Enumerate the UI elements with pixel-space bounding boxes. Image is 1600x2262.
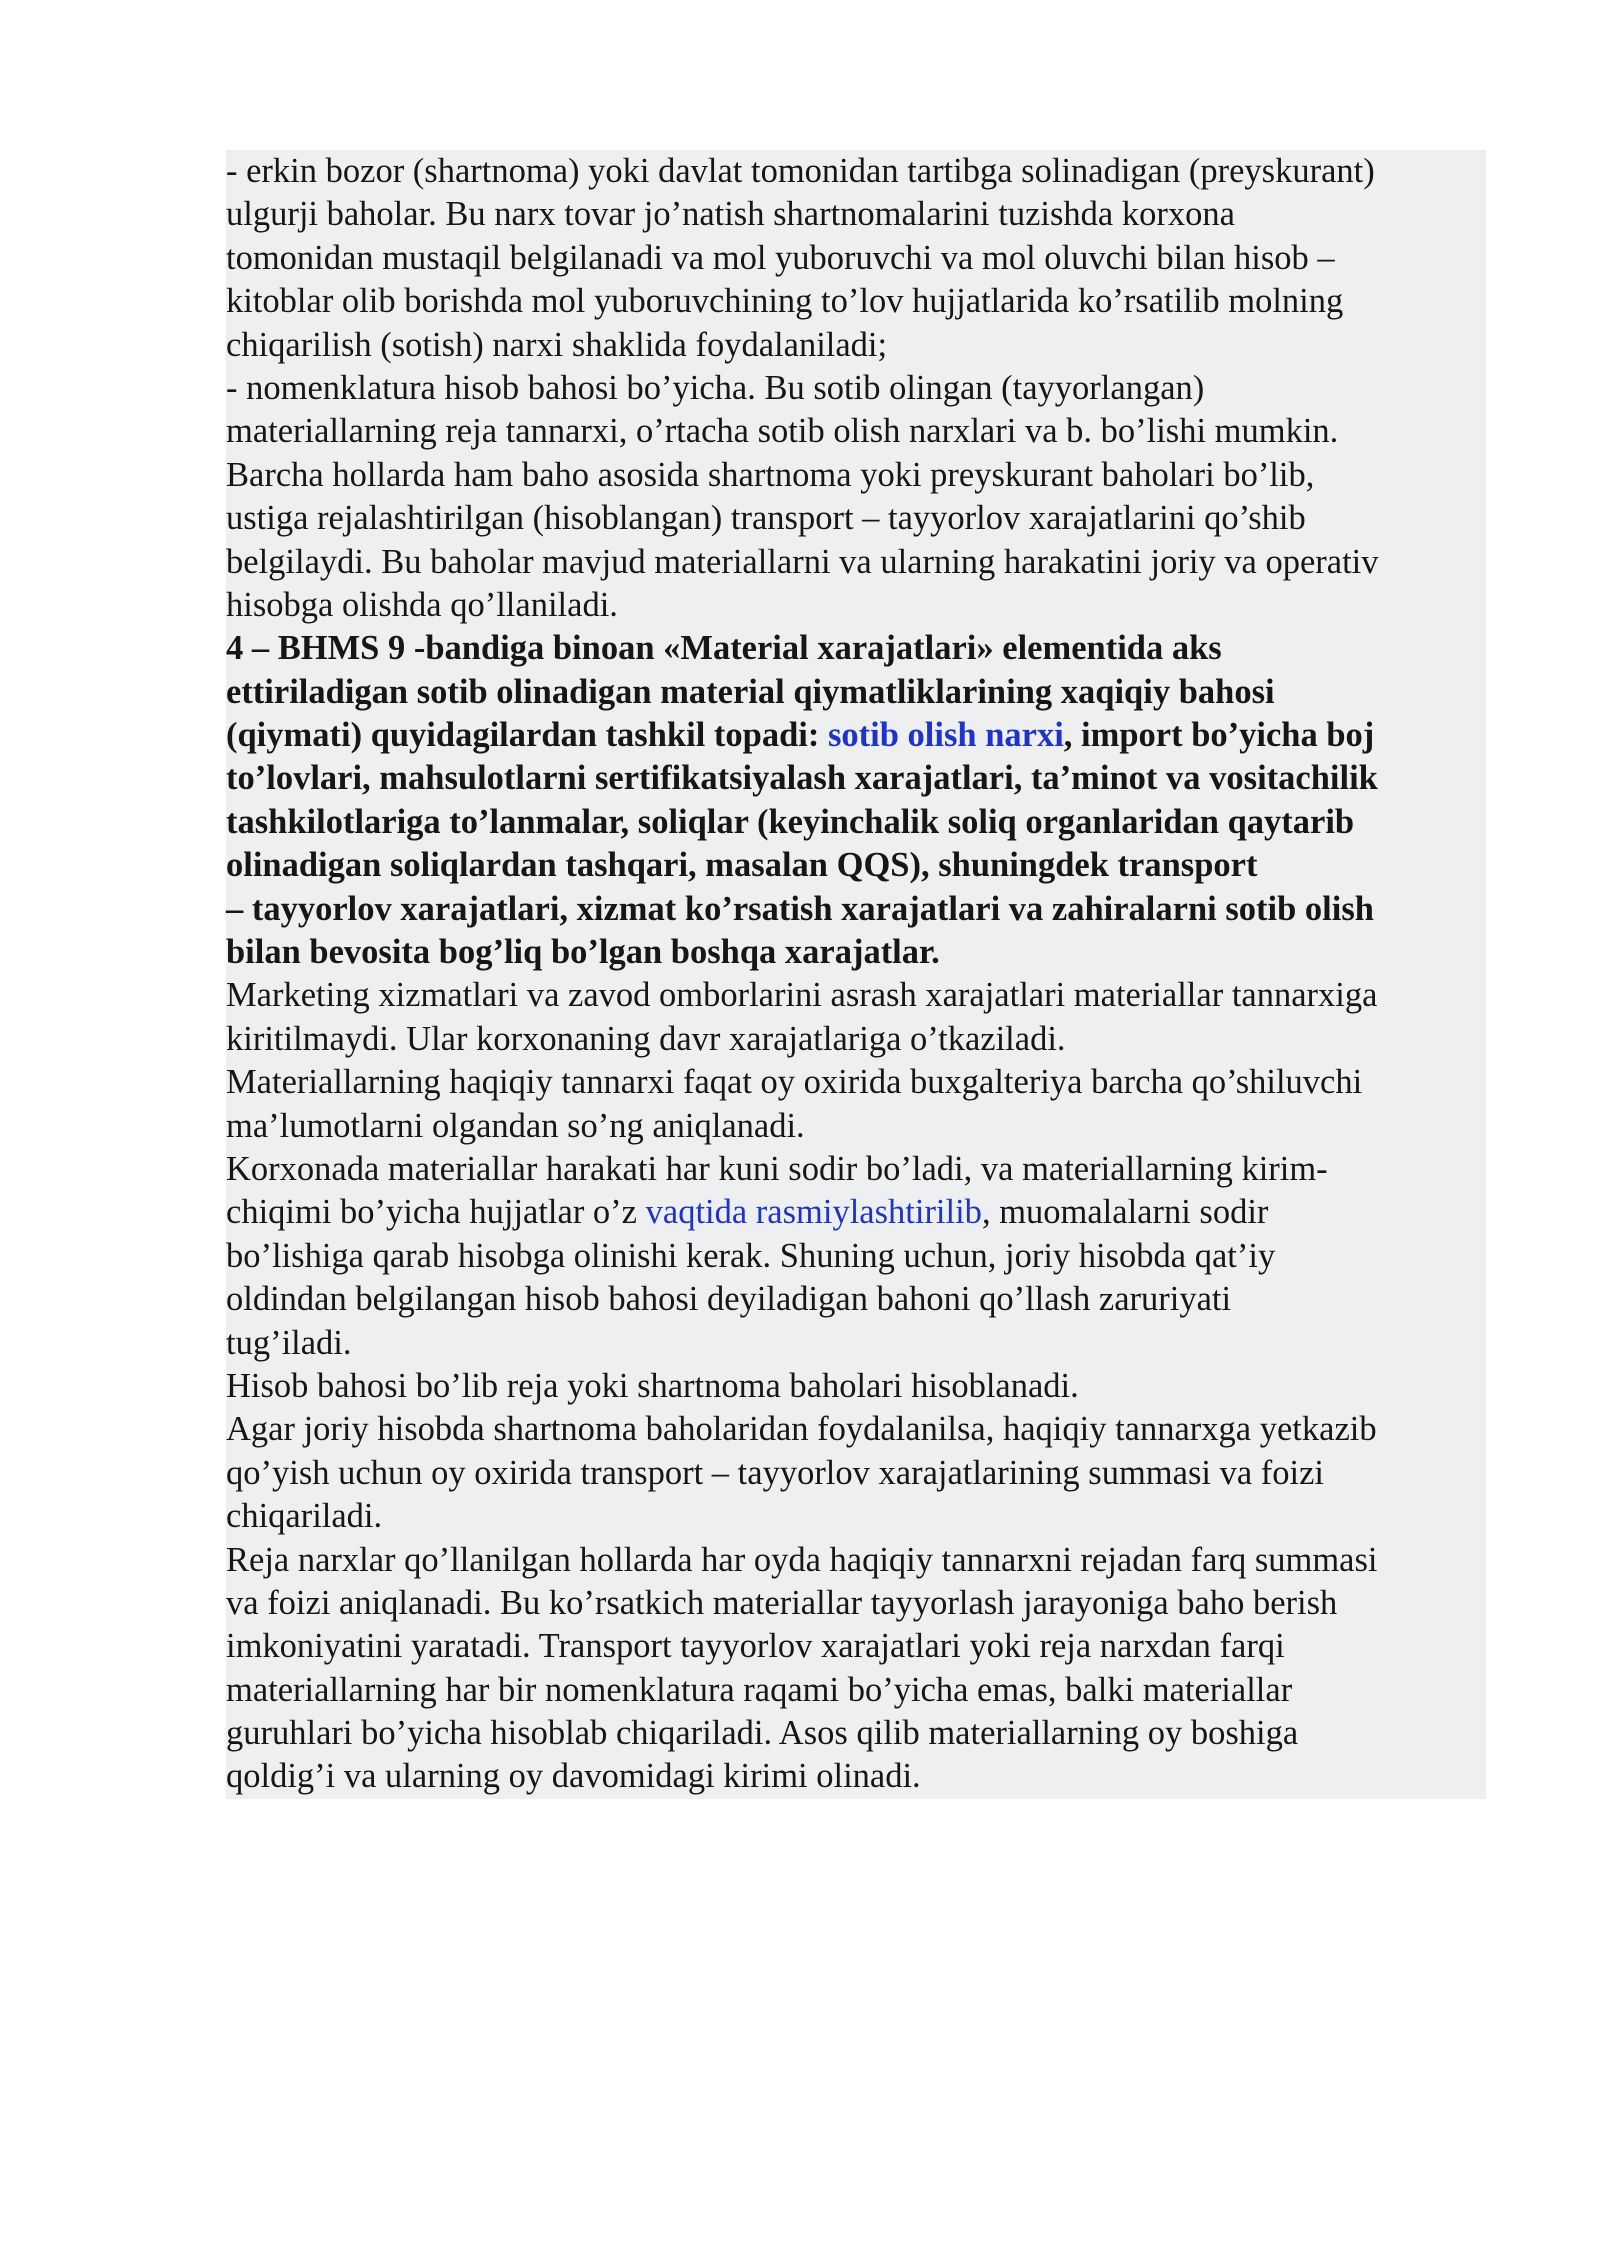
text-run: ustiga rejalashtirilgan (hisoblangan) transport – tayyorlov xarajatlarini qo’shib [226,499,1306,538]
text-line [226,584,1486,627]
hyperlink[interactable]: vaqtida rasmiylashtirilib [645,1193,982,1232]
text-line [226,1235,1486,1278]
paragraph [226,367,1486,627]
text-line [226,801,1486,844]
text-run: Barcha hollarda ham baho asosida shartnoma yoki preyskurant baholari bo’lib, [226,455,1315,494]
paragraph [226,1408,1486,1538]
text-run: belgilaydi. Bu baholar mavjud materiallarni va ularning harakatini joriy va operativ [226,542,1379,581]
text-line [226,541,1486,584]
text-line [226,497,1486,540]
text-run: bo’lishiga qarab hisobga olinishi kerak. Shuning uchun, joriy hisobda qat’iy [226,1236,1276,1275]
text-line [226,1018,1486,1061]
text-line [226,324,1486,367]
text-run: hisobga olishda qo’llaniladi. [226,585,618,624]
text-line [226,1105,1486,1148]
paragraph [226,1148,1486,1365]
text-run: tug’iladi. [226,1323,352,1362]
text-run: - erkin bozor (shartnoma) yoki davlat tomonidan tartibga solinadigan (preyskurant) [226,152,1375,190]
text-run: guruhlari bo’yicha hisoblab chiqariladi. Asos qilib materiallarning oy boshiga [226,1714,1299,1753]
text-run: Agar joriy hisobda shartnoma baholaridan foydalanilsa, haqiqiy tannarxga yetkazib [226,1410,1377,1449]
text-run: qo’yish uchun oy oxirida transport – tayyorlov xarajatlarining summasi va foizi [226,1453,1325,1492]
text-line [226,1278,1486,1321]
text-line [226,1712,1486,1755]
text-run: va foizi aniqlanadi. Bu ko’rsatkich materiallar tayyorlash jarayoniga baho berish [226,1583,1338,1622]
text-line [226,410,1486,453]
text-line [226,1322,1486,1365]
text-line [226,454,1486,497]
bold-paragraph [226,627,1486,974]
text-run: chiqarilish (sotish) narxi shaklida foydalaniladi; [226,325,888,364]
text-line [226,1755,1486,1798]
text-line [226,974,1486,1017]
text-run: tomonidan mustaqil belgilanadi va mol yuboruvchi va mol oluvchi bilan hisob – [226,238,1335,277]
text-run: – tayyorlov xarajatlari, xizmat ko’rsatish xarajatlari va zahiralarni sotib olish [226,889,1374,928]
text-run: chiqimi bo’yicha hujjatlar o’z [226,1193,646,1232]
text-line [226,671,1486,714]
hyperlink[interactable]: sotib olish narxi [827,716,1064,755]
text-run: (qiymati) quyidagilardan tashkil topadi: [226,716,828,755]
text-run: , muomalalarni sodir [981,1193,1269,1232]
text-line [226,1061,1486,1104]
text-run: 4 – BHMS 9 -bandiga binoan «Material xarajatlari» elementida aks [226,629,1222,668]
text-line [226,1582,1486,1625]
text-line [226,888,1486,931]
text-line [226,1495,1486,1538]
text-run: ma’lumotlarni olgandan so’ng aniqlanadi. [226,1106,805,1145]
text-line [226,757,1486,800]
text-line [226,931,1486,974]
text-run: ulgurji baholar. Bu narx tovar jo’natish shartnomalarini tuzishda korxona [226,195,1235,234]
text-line [226,1148,1486,1191]
paragraph [226,1539,1486,1799]
text-run: Korxonada materiallar harakati har kuni sodir bo’ladi, va materiallarning kirim- [226,1149,1328,1188]
text-line [226,150,1486,193]
text-run: olinadigan soliqlardan tashqari, masalan QQS), shuningdek transport [226,846,1258,885]
text-line [226,1408,1486,1451]
text-run: tashkilotlariga to’lanmalar, soliqlar (keyinchalik soliq organlaridan qaytarib [226,802,1355,841]
text-run: - nomenklatura hisob bahosi bo’yicha. Bu sotib olingan (tayyorlangan) [226,368,1205,407]
text-run: Materiallarning haqiqiy tannarxi faqat oy oxirida buxgalteriya barcha qo’shiluvchi [226,1063,1363,1102]
text-run: ettiriladigan sotib olinadigan material qiymatliklarining xaqiqiy bahosi [226,672,1275,711]
text-run: qoldig’i va ularning oy davomidagi kirimi olinadi. [226,1757,921,1796]
text-run: kitoblar olib borishda mol yuboruvchining to’lov hujjatlarida ko’rsatilib molning [226,282,1344,321]
text-run: chiqariladi. [226,1497,383,1536]
text-line [226,237,1486,280]
text-run: bilan bevosita bog’liq bo’lgan boshqa xarajatlar. [226,933,940,972]
text-run: Reja narxlar qo’llanilgan hollarda har oyda haqiqiy tannarxni rejadan farq summasi [226,1540,1378,1579]
paragraph [226,150,1486,367]
text-line [226,714,1486,757]
text-run: Marketing xizmatlari va zavod omborlarini asrash xarajatlari materiallar tannarxiga [226,976,1378,1015]
text-run: , import bo’yicha boj [1063,716,1375,755]
text-line [226,1452,1486,1495]
text-line [226,1539,1486,1582]
text-line [226,280,1486,323]
text-run: imkoniyatini yaratadi. Transport tayyorlov xarajatlari yoki reja narxdan farqi [226,1627,1285,1666]
text-run: materiallarning reja tannarxi, o’rtacha sotib olish narxlari va b. bo’lishi mumkin. [226,412,1339,451]
paragraph [226,1061,1486,1148]
text-run: oldindan belgilangan hisob bahosi deyiladigan bahoni qo’llash zaruriyati [226,1280,1232,1319]
text-line [226,193,1486,236]
text-line [226,627,1486,670]
document-text-block [226,150,1486,1799]
paragraph [226,974,1486,1061]
text-run: materiallarning har bir nomenklatura raqami bo’yicha emas, balki materiallar [226,1670,1293,1709]
text-run: to’lovlari, mahsulotlarni sertifikatsiyalash xarajatlari, ta’minot va vositachilik [226,759,1378,798]
text-line [226,844,1486,887]
text-run: kiritilmaydi. Ular korxonaning davr xarajatlariga o’tkaziladi. [226,1019,1066,1058]
text-run: Hisob bahosi bo’lib reja yoki shartnoma baholari hisoblanadi. [226,1366,1079,1405]
text-line [226,1365,1486,1408]
paragraph [226,1365,1486,1408]
text-line [226,1191,1486,1234]
text-line [226,1669,1486,1712]
text-line [226,367,1486,410]
text-line [226,1625,1486,1668]
